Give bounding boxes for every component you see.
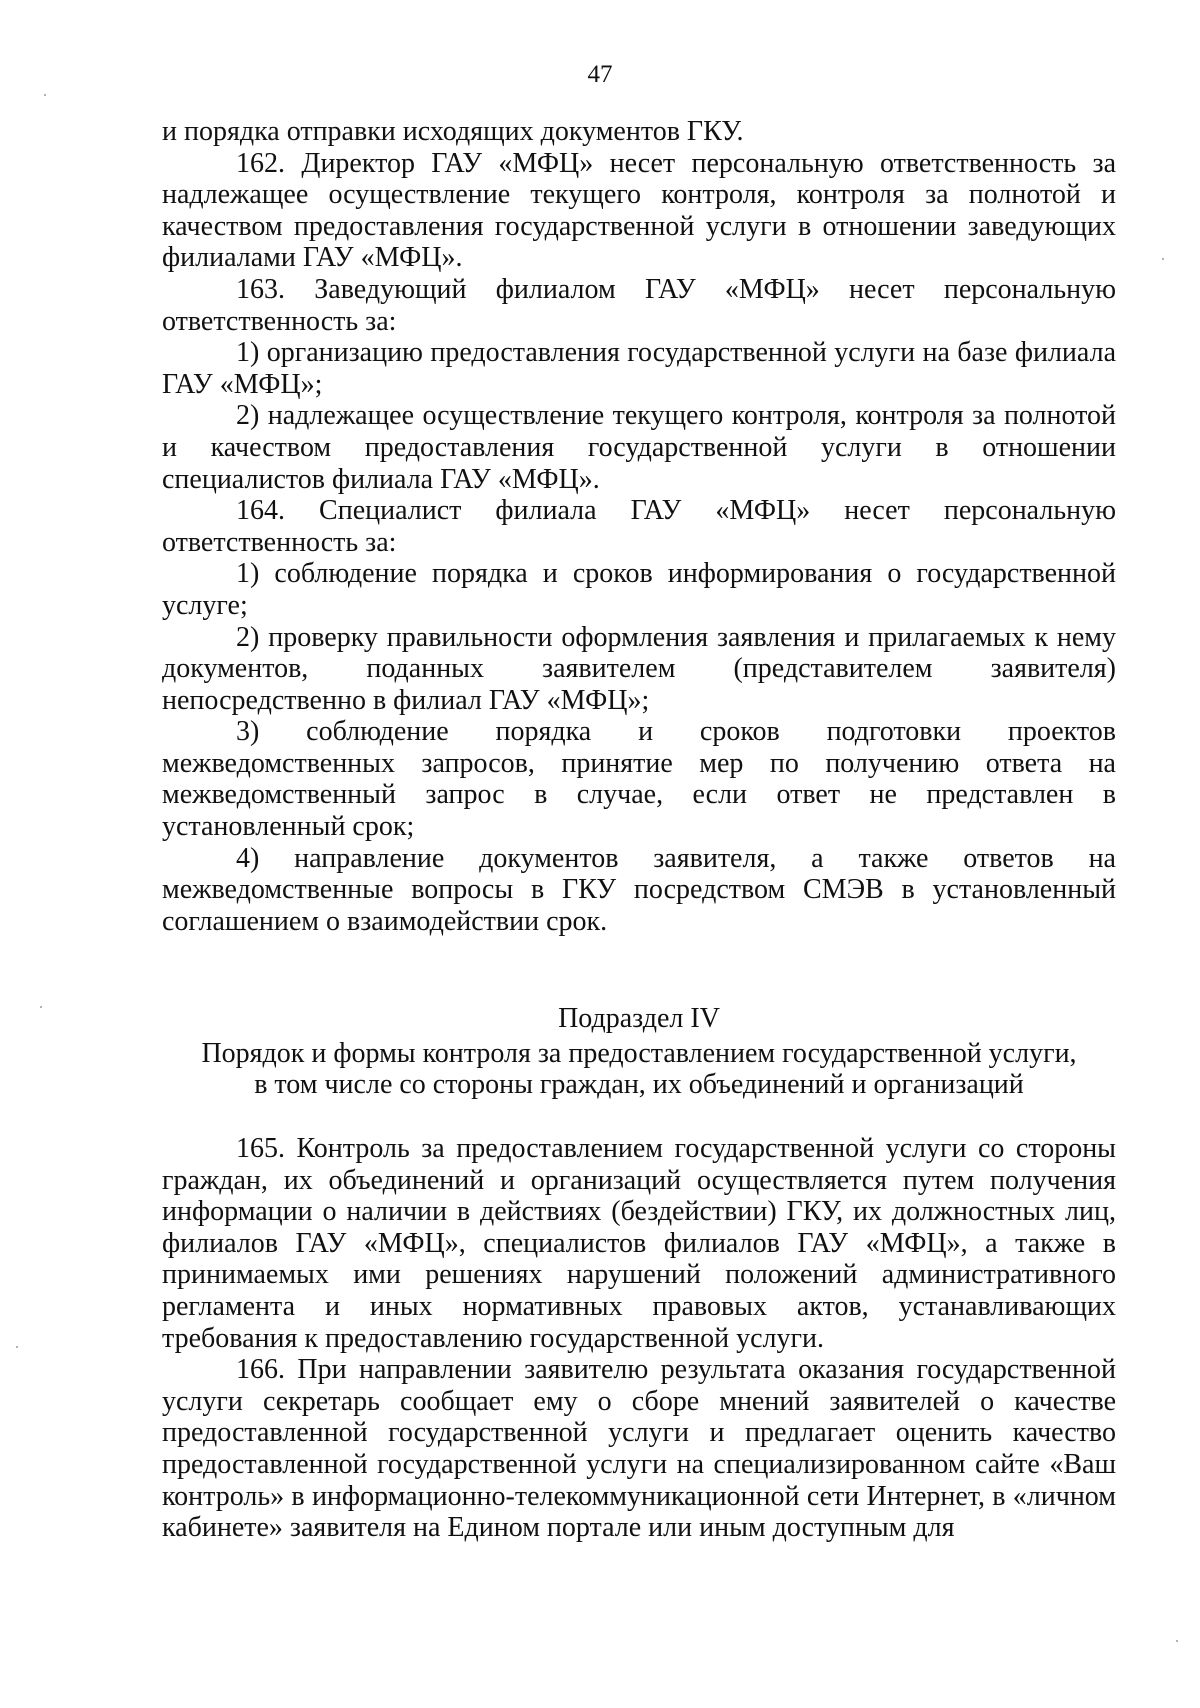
paragraph-165: 165. Контроль за предоставлением государственной услуги со стороны граждан, их объединений и организаций осуществляется путем получения информации о наличии в действиях (бездействии) ГКУ, их должностных лиц, филиалов ГАУ «МФЦ», специалистов филиалов ГАУ «МФЦ», а также в принимаемых ими решениях нарушений положений административного регламента и иных нормативных правовых актов, устанавливающих требования к предоставлению государственной услуги. bbox=[162, 1133, 1116, 1354]
scan-speck bbox=[1176, 1640, 1178, 1642]
paragraph-164-item-1: 1) соблюдение порядка и сроков информирования о государственной услуге; bbox=[162, 558, 1116, 621]
paragraph-162: 162. Директор ГАУ «МФЦ» несет персональную ответственность за надлежащее осуществление текущего контроля, контроля за полнотой и качеством предоставления государственной услуги в отношении заведующих филиалами ГАУ «МФЦ». bbox=[162, 147, 1116, 274]
paragraph-continuation: и порядка отправки исходящих документов ГКУ. bbox=[162, 116, 744, 147]
scan-speck bbox=[44, 94, 46, 96]
paragraph-164-item-4: 4) направление документов заявителя, а также ответов на межведомственные вопросы в ГКУ посредством СМЭВ в установленный соглашением о взаимодействии срок. bbox=[162, 842, 1116, 937]
section-title-line-1: Порядок и формы контроля за предоставлением государственной услуги, bbox=[201, 1037, 1077, 1069]
paragraph-164-item-2: 2) проверку правильности оформления заявления и прилагаемых к нему документов, поданных заявителем (представителем заявителя) непосредственно в филиал ГАУ «МФЦ»; bbox=[162, 621, 1116, 716]
body-text-top bbox=[162, 116, 1116, 937]
page-number: 47 bbox=[587, 61, 613, 88]
paragraph-166: 166. При направлении заявителю результата оказания государственной услуги секретарь сообщает ему о сборе мнений заявителей о качестве предоставленной государственной услуги и предлагает оценить качество предоставленной государственной услуги на специализированном сайте «Ваш контроль» в информационно-телекоммуникационной сети Интернет, в «личном кабинете» заявителя на Едином портале или иным доступным для bbox=[162, 1354, 1116, 1544]
scan-speck bbox=[40, 1006, 42, 1008]
paragraph-164: 164. Специалист филиала ГАУ «МФЦ» несет персональную ответственность за: bbox=[162, 495, 1116, 558]
body-text-bottom bbox=[162, 1133, 1116, 1544]
scan-speck bbox=[1162, 258, 1164, 260]
section-title-line-2: в том числе со стороны граждан, их объединений и организаций bbox=[254, 1069, 1024, 1101]
section-label: Подраздел IV bbox=[558, 1003, 720, 1034]
paragraph-163: 163. Заведующий филиалом ГАУ «МФЦ» несет персональную ответственность за: bbox=[162, 273, 1116, 337]
scan-speck bbox=[16, 1346, 18, 1348]
section-heading bbox=[162, 1003, 1116, 1101]
paragraph-164-item-3: 3) соблюдение порядка и сроков подготовки проектов межведомственных запросов, принятие мер по получению ответа на межведомственный запрос в случае, если ответ не представлен в установленный срок; bbox=[162, 716, 1116, 843]
paragraph-163-item-1: 1) организацию предоставления государственной услуги на базе филиала ГАУ «МФЦ»; bbox=[162, 337, 1116, 400]
paragraph-163-item-2: 2) надлежащее осуществление текущего контроля, контроля за полнотой и качеством предоставления государственной услуги в отношении специалистов филиала ГАУ «МФЦ». bbox=[162, 400, 1116, 495]
